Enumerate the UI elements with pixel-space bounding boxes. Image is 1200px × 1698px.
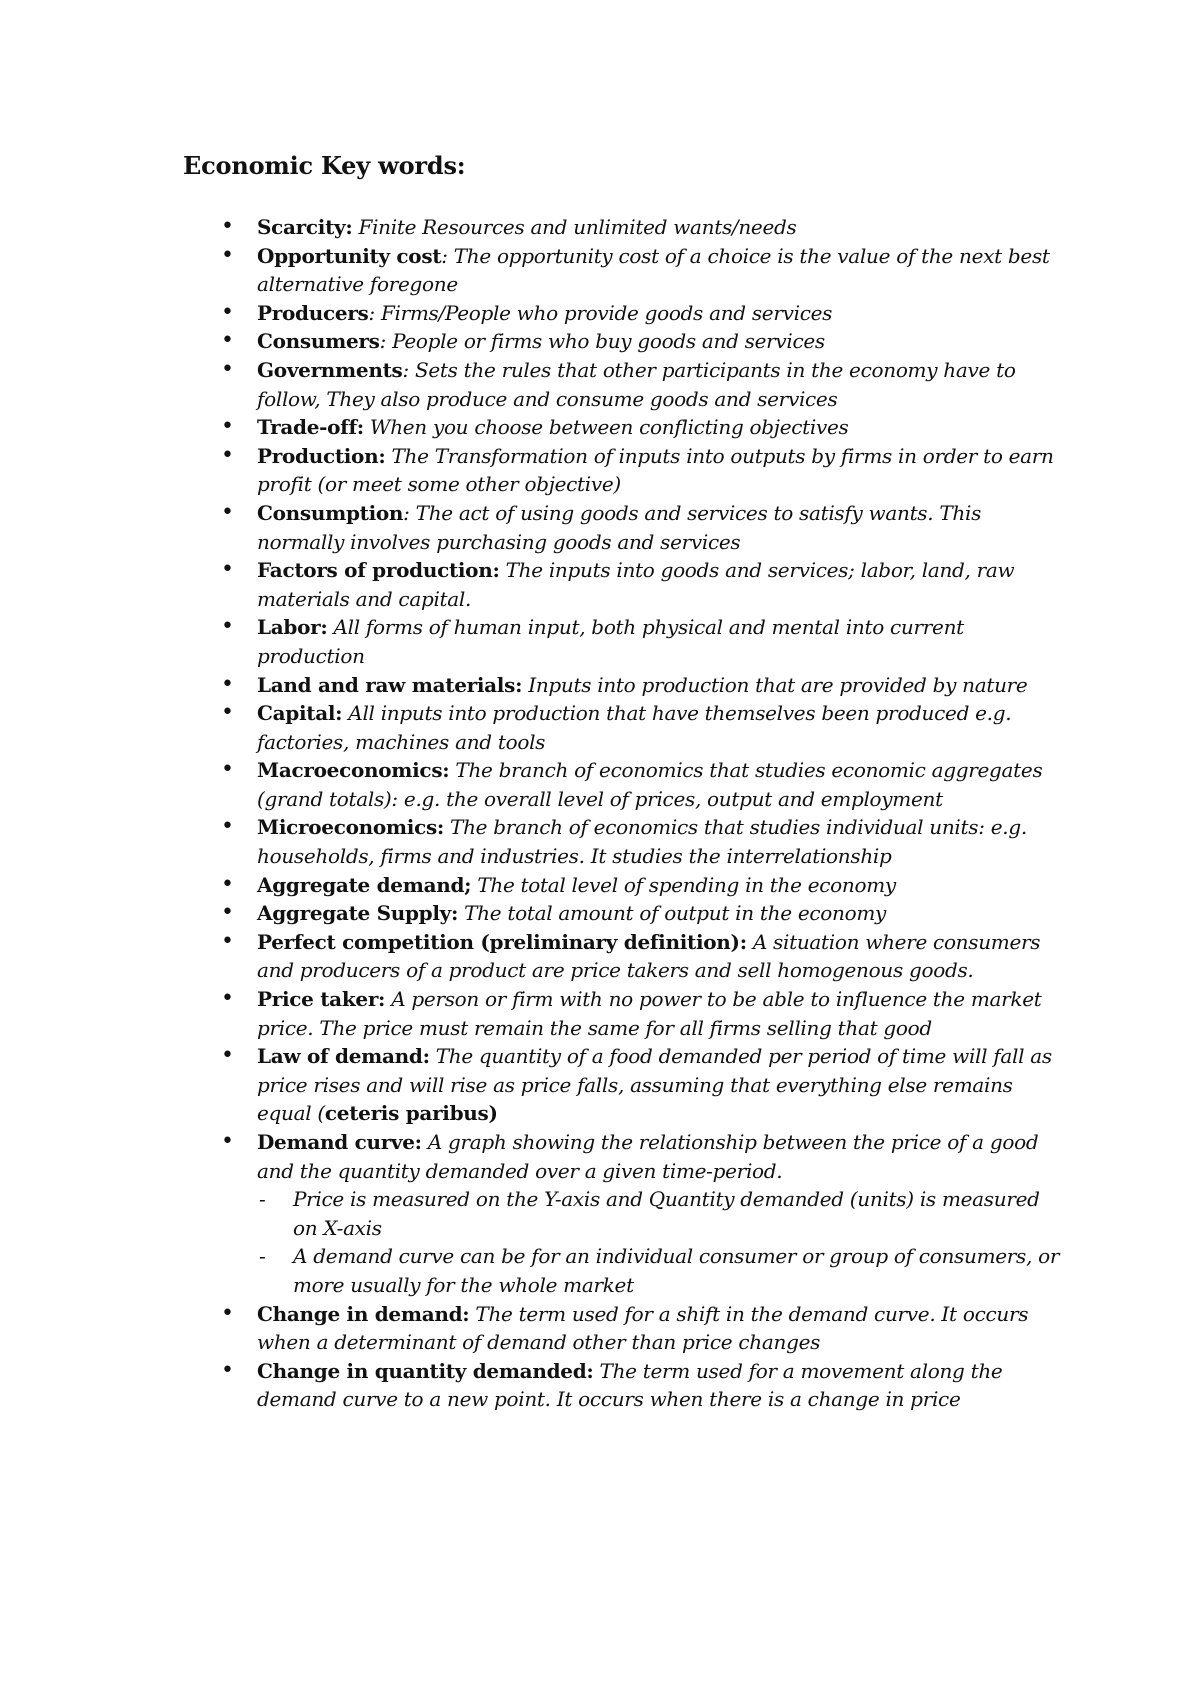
term-definition: The Transformation of inputs into outputs by firms in order to earn profit (or meet some other objective) (257, 443, 1054, 497)
bullet-icon: • (221, 900, 234, 926)
bullet-icon: • (221, 242, 234, 268)
sub-item-text: Price is measured on the Y-axis and Quantity demanded (units) is measured on X-axis (293, 1187, 1040, 1240)
list-item (183, 299, 1063, 328)
term-definition: The branch of economics that studies economic aggregates (grand totals): e.g. the overall level of prices, output and employment (257, 758, 1043, 811)
term-label: Aggregate Supply: (257, 901, 459, 926)
key-words-list (183, 213, 1063, 1414)
term-label: Land and raw materials: (257, 672, 523, 697)
bullet-icon: • (221, 928, 234, 954)
sub-list-item (257, 1242, 1063, 1299)
list-item (183, 1300, 1063, 1357)
term-label: Trade-off: (257, 415, 364, 440)
term-label: Price taker: (257, 987, 386, 1012)
term-definition: : Firms/People who provide goods and services (368, 300, 833, 325)
term-label: Production: (257, 443, 386, 468)
term-definition: The term used for a movement along the demand curve to a new point. It occurs when there is a change in price (257, 1358, 1003, 1412)
term-definition: Inputs into production that are provided by nature (522, 672, 1028, 697)
list-item (183, 556, 1063, 613)
list-item (183, 1357, 1063, 1414)
term-definition: The quantity of a food demanded per period of time will fall as price rises and will rise as price falls, assuming that everything else remains equal ( (257, 1044, 1052, 1126)
list-item (183, 242, 1063, 299)
list-item (183, 899, 1063, 928)
bullet-icon: • (221, 356, 234, 382)
bullet-icon: • (221, 557, 234, 583)
list-item (183, 442, 1063, 499)
bullet-icon: • (221, 1043, 234, 1069)
bullet-icon: • (221, 871, 234, 897)
term-label: Change in quantity demanded: (257, 1358, 594, 1383)
bullet-icon: • (221, 1357, 234, 1383)
term-label: Aggregate demand; (257, 872, 472, 897)
bullet-icon: • (221, 1300, 234, 1326)
term-label: Opportunity cost (257, 243, 442, 268)
term-label: Consumption (257, 500, 404, 525)
term-definition: : People or firms who buy goods and services (379, 329, 825, 354)
list-item (183, 813, 1063, 870)
list-item (183, 756, 1063, 813)
term-definition: : The opportunity cost of a choice is the value of the next best alternative foregone (257, 243, 1050, 297)
bullet-icon: • (221, 414, 234, 440)
term-label: Law of demand: (257, 1044, 430, 1069)
term-label: Demand curve: (257, 1130, 422, 1154)
page-title: Economic Key words: (183, 151, 466, 180)
list-item (183, 699, 1063, 756)
bullet-icon: • (221, 214, 234, 239)
bullet-icon: • (221, 328, 234, 354)
term-label: Labor: (257, 615, 328, 640)
ceteris-paribus-text: ceteris paribus) (324, 1101, 498, 1126)
term-label: Governments (257, 357, 403, 382)
term-label: Perfect competition (preliminary definition): (257, 929, 747, 954)
term-label: Capital: (257, 701, 343, 726)
list-item (183, 928, 1063, 985)
term-definition: When you choose between conflicting objectives (363, 415, 849, 440)
list-item-law-of-demand (183, 1042, 1063, 1128)
term-label: Consumers (257, 329, 380, 354)
list-item (183, 671, 1063, 700)
sub-list-item (257, 1185, 1063, 1242)
bullet-icon: • (221, 814, 234, 840)
term-definition: The total level of spending in the economy (471, 872, 896, 897)
list-item (183, 413, 1063, 442)
term-definition: : Sets the rules that other participants in the economy have to follow, They also produce and consume goods and services (257, 357, 1016, 411)
term-definition: The term used for a shift in the demand curve. It occurs when a determinant of demand other than price changes (257, 1301, 1029, 1355)
bullet-icon: • (221, 1129, 234, 1154)
dash-icon: - (259, 1187, 266, 1212)
bullet-icon: • (221, 671, 234, 697)
list-item (183, 499, 1063, 556)
sub-item-text: A demand curve can be for an individual consumer or group of consumers, or more usually for the whole market (293, 1244, 1060, 1297)
term-label: Scarcity: (257, 215, 353, 239)
term-definition: The branch of economics that studies individual units: e.g. households, firms and industries. It studies the interrelationship (257, 815, 1027, 869)
list-item (183, 327, 1063, 356)
list-item (183, 213, 1063, 242)
term-definition: All inputs into production that have themselves been produced e.g. factories, machines and tools (257, 701, 1012, 754)
term-definition: Finite Resources and unlimited wants/needs (352, 215, 797, 239)
term-definition: All forms of human input, both physical and mental into current production (257, 615, 964, 668)
demand-curve-sublist (257, 1185, 1063, 1299)
list-item-demand-curve (183, 1128, 1063, 1300)
term-definition: A graph showing the relationship between the price of a good and the quantity demanded over a given time-period. (257, 1130, 1039, 1183)
term-definition: A person or firm with no power to be able to influence the market price. The price must remain the same for all firms selling that good (257, 987, 1042, 1040)
bullet-icon: • (221, 614, 234, 640)
term-definition: : The act of using goods and services to satisfy wants. This normally involves purchasing goods and services (257, 500, 982, 554)
term-definition: The inputs into goods and services; labor, land, raw materials and capital. (257, 558, 1015, 611)
term-definition: A situation where consumers and producers of a product are price takers and sell homogenous goods. (257, 929, 1041, 983)
list-item (183, 871, 1063, 900)
bullet-icon: • (221, 986, 234, 1012)
term-label: Producers (257, 300, 369, 325)
bullet-icon: • (221, 757, 234, 783)
term-definition: The total amount of output in the economy (458, 901, 886, 926)
bullet-icon: • (221, 700, 234, 726)
bullet-icon: • (221, 499, 234, 525)
term-label: Factors of production: (257, 558, 500, 583)
term-label: Change in demand: (257, 1301, 470, 1326)
bullet-icon: • (221, 442, 234, 468)
list-item (183, 985, 1063, 1042)
dash-icon: - (259, 1244, 266, 1269)
list-item (183, 356, 1063, 413)
bullet-icon: • (221, 299, 234, 325)
list-item (183, 613, 1063, 670)
term-label: Microeconomics: (257, 815, 444, 840)
term-label: Macroeconomics: (257, 758, 450, 783)
